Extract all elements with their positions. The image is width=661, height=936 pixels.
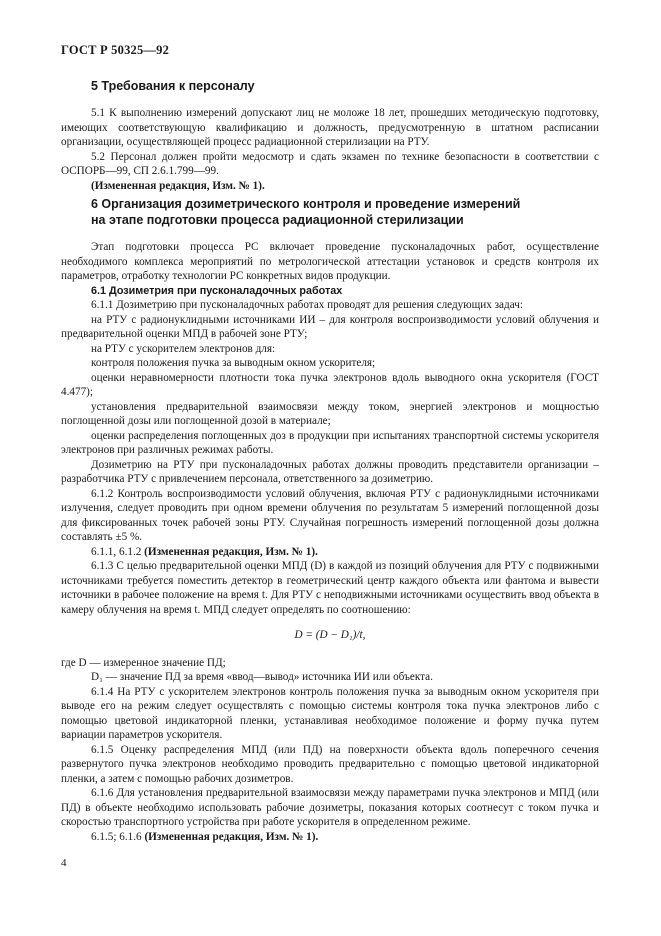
amendment-6-1-6-text: (Измененная редакция, Изм. № 1). (144, 830, 319, 843)
amendment-6-1-2-text: (Измененная редакция, Изм. № 1). (144, 545, 318, 558)
formula-where-2: D₁ — значение ПД за время «ввод—вывод» источника ИИ или объекта. (91, 671, 433, 683)
formula-where-1: где D — измеренное значение ПД; (61, 656, 226, 669)
section-6-title (91, 196, 561, 228)
paragraph-6-1-1: 6.1.1 Дозиметрию при пусконаладочных работах проводят для решения следующих задач: (91, 299, 523, 311)
subsection-6-1-title: 6.1 Дозиметрия при пусконаладочных работах (91, 284, 343, 297)
formula: D = (D − D₁)/t, (294, 629, 366, 641)
amendment-6-1-6-prefix: 6.1.5; 6.1.6 (91, 830, 142, 843)
paragraph-6-1-1-d: оценки неравномерности плотности тока пучка электронов вдоль выводного окна ускорителя (ГОСТ 4.477); (61, 371, 599, 398)
page-number: 4 (61, 857, 67, 869)
paragraph-6-1-2: 6.1.2 Контроль воспроизводимости условий облучения, включая РТУ с радионуклидными источниками излучения, следует проводить при одном времени облучения по результатам 5 измерений поглощенной дозы для фиксированных точек рабочей зоны РТУ. Случайная погрешность измерений поглощенной дозы должна составлять ±5 %. (61, 487, 599, 543)
paragraph-6-1-1-e: установления предварительной взаимосвязи между током, энергией электронов и мощностью поглощенной дозы или поглощенной дозой в материале; (61, 400, 599, 427)
section-5-title: 5 Требования к персоналу (91, 79, 255, 93)
paragraph-6-1-6: 6.1.6 Для установления предварительной взаимосвязи между параметрами пучка электронов и МПД (или ПД) в объекте необходимо использовать рабочие дозиметры, показания которых соотнесут с током пучка и скоростью транспортного устройства при работе ускорителя в определенном режиме. (61, 787, 599, 828)
paragraph-6-1-1-b: на РТУ с ускорителем электронов для: (91, 342, 276, 355)
section-5-body (61, 106, 599, 193)
paragraph-5-2: 5.2 Персонал должен пройти медосмотр и сдать экзамен по технике безопасности в соответствии с ОСПОРБ—99, СП 2.6.1.799—99. (61, 150, 599, 177)
paragraph-6-intro: Этап подготовки процесса РС включает проведение пусконаладочных работ, осуществление необходимого комплекса мероприятий по метрологической аттестации установок и средств контроля их параметров, отработку технологии РС конкретных видов продукции. (61, 241, 599, 282)
amendment-6-1-2-prefix: 6.1.1, 6.1.2 (91, 545, 142, 558)
paragraph-6-1-3: 6.1.3 С целью предварительной оценки МПД (D) в каждой из позиций облучения для РТУ с подвижными источниками требуется поместить детектор в геометрический центр каждого объекта или фантома и вывести источники в рабочее положение на время t. Для РТУ с неподвижными источниками осуществить ввод объекта в камеру облучения на время t. МПД следует определять по соотношению: (61, 560, 599, 616)
amendment-6-1-6 (61, 830, 599, 845)
section-6-body (61, 240, 599, 844)
section-6-title-line2: на этапе подготовки процесса радиационной стерилизации (91, 213, 464, 227)
paragraph-5-1: 5.1 К выполнению измерений допускают лиц не моложе 18 лет, прошедших методическую подготовку, имеющих соответствующую квалификацию и должность, предусмотренную в штатном расписании организации, осуществляющей процесс радиационной стерилизации на РТУ. (61, 107, 599, 148)
paragraph-6-1-1-a: на РТУ с радионуклидными источниками ИИ – для контроля воспроизводимости условий облучения и предварительной оценки МПД в рабочей зоне РТУ; (61, 313, 599, 340)
paragraph-6-1-4: 6.1.4 На РТУ с ускорителем электронов контроль положения пучка за выводным окном ускорителя при выводе его на режим следует осуществлять с помощью системы контроля тока пучка электронов либо с помощью цветовой индикаторной пленки, устанавливая необходимое положение и форму пучка путем вариации параметров ускорителя. (61, 685, 599, 741)
paragraph-6-1-5: 6.1.5 Оценку распределения МПД (или ПД) на поверхности объекта вдоль поперечного сечения развернутого пучка электронов необходимо проводить предварительно с помощью цветовой индикаторной пленки, а затем с помощью рабочих дозиметров. (61, 743, 599, 785)
amendment-6-1-2 (61, 545, 599, 560)
paragraph-6-1-1-f: оценки распределения поглощенных доз в продукции при испытаниях транспортной системы ускорителя электронов при различных режимах работы. (61, 429, 599, 456)
amendment-note: (Измененная редакция, Изм. № 1). (91, 179, 265, 192)
paragraph-6-1-1-g: Дозиметрию на РТУ при пусконаладочных работах должны проводить представители организации – разработчика РТУ с привлечением персонала, ответственного за дозиметрию. (61, 458, 599, 485)
document-header: ГОСТ Р 50325—92 (61, 43, 170, 57)
section-6-title-line1: 6 Организация дозиметрического контроля и проведение измерений (91, 197, 521, 211)
paragraph-6-1-1-c: контроля положения пучка за выводным окном ускорителя; (91, 357, 376, 369)
